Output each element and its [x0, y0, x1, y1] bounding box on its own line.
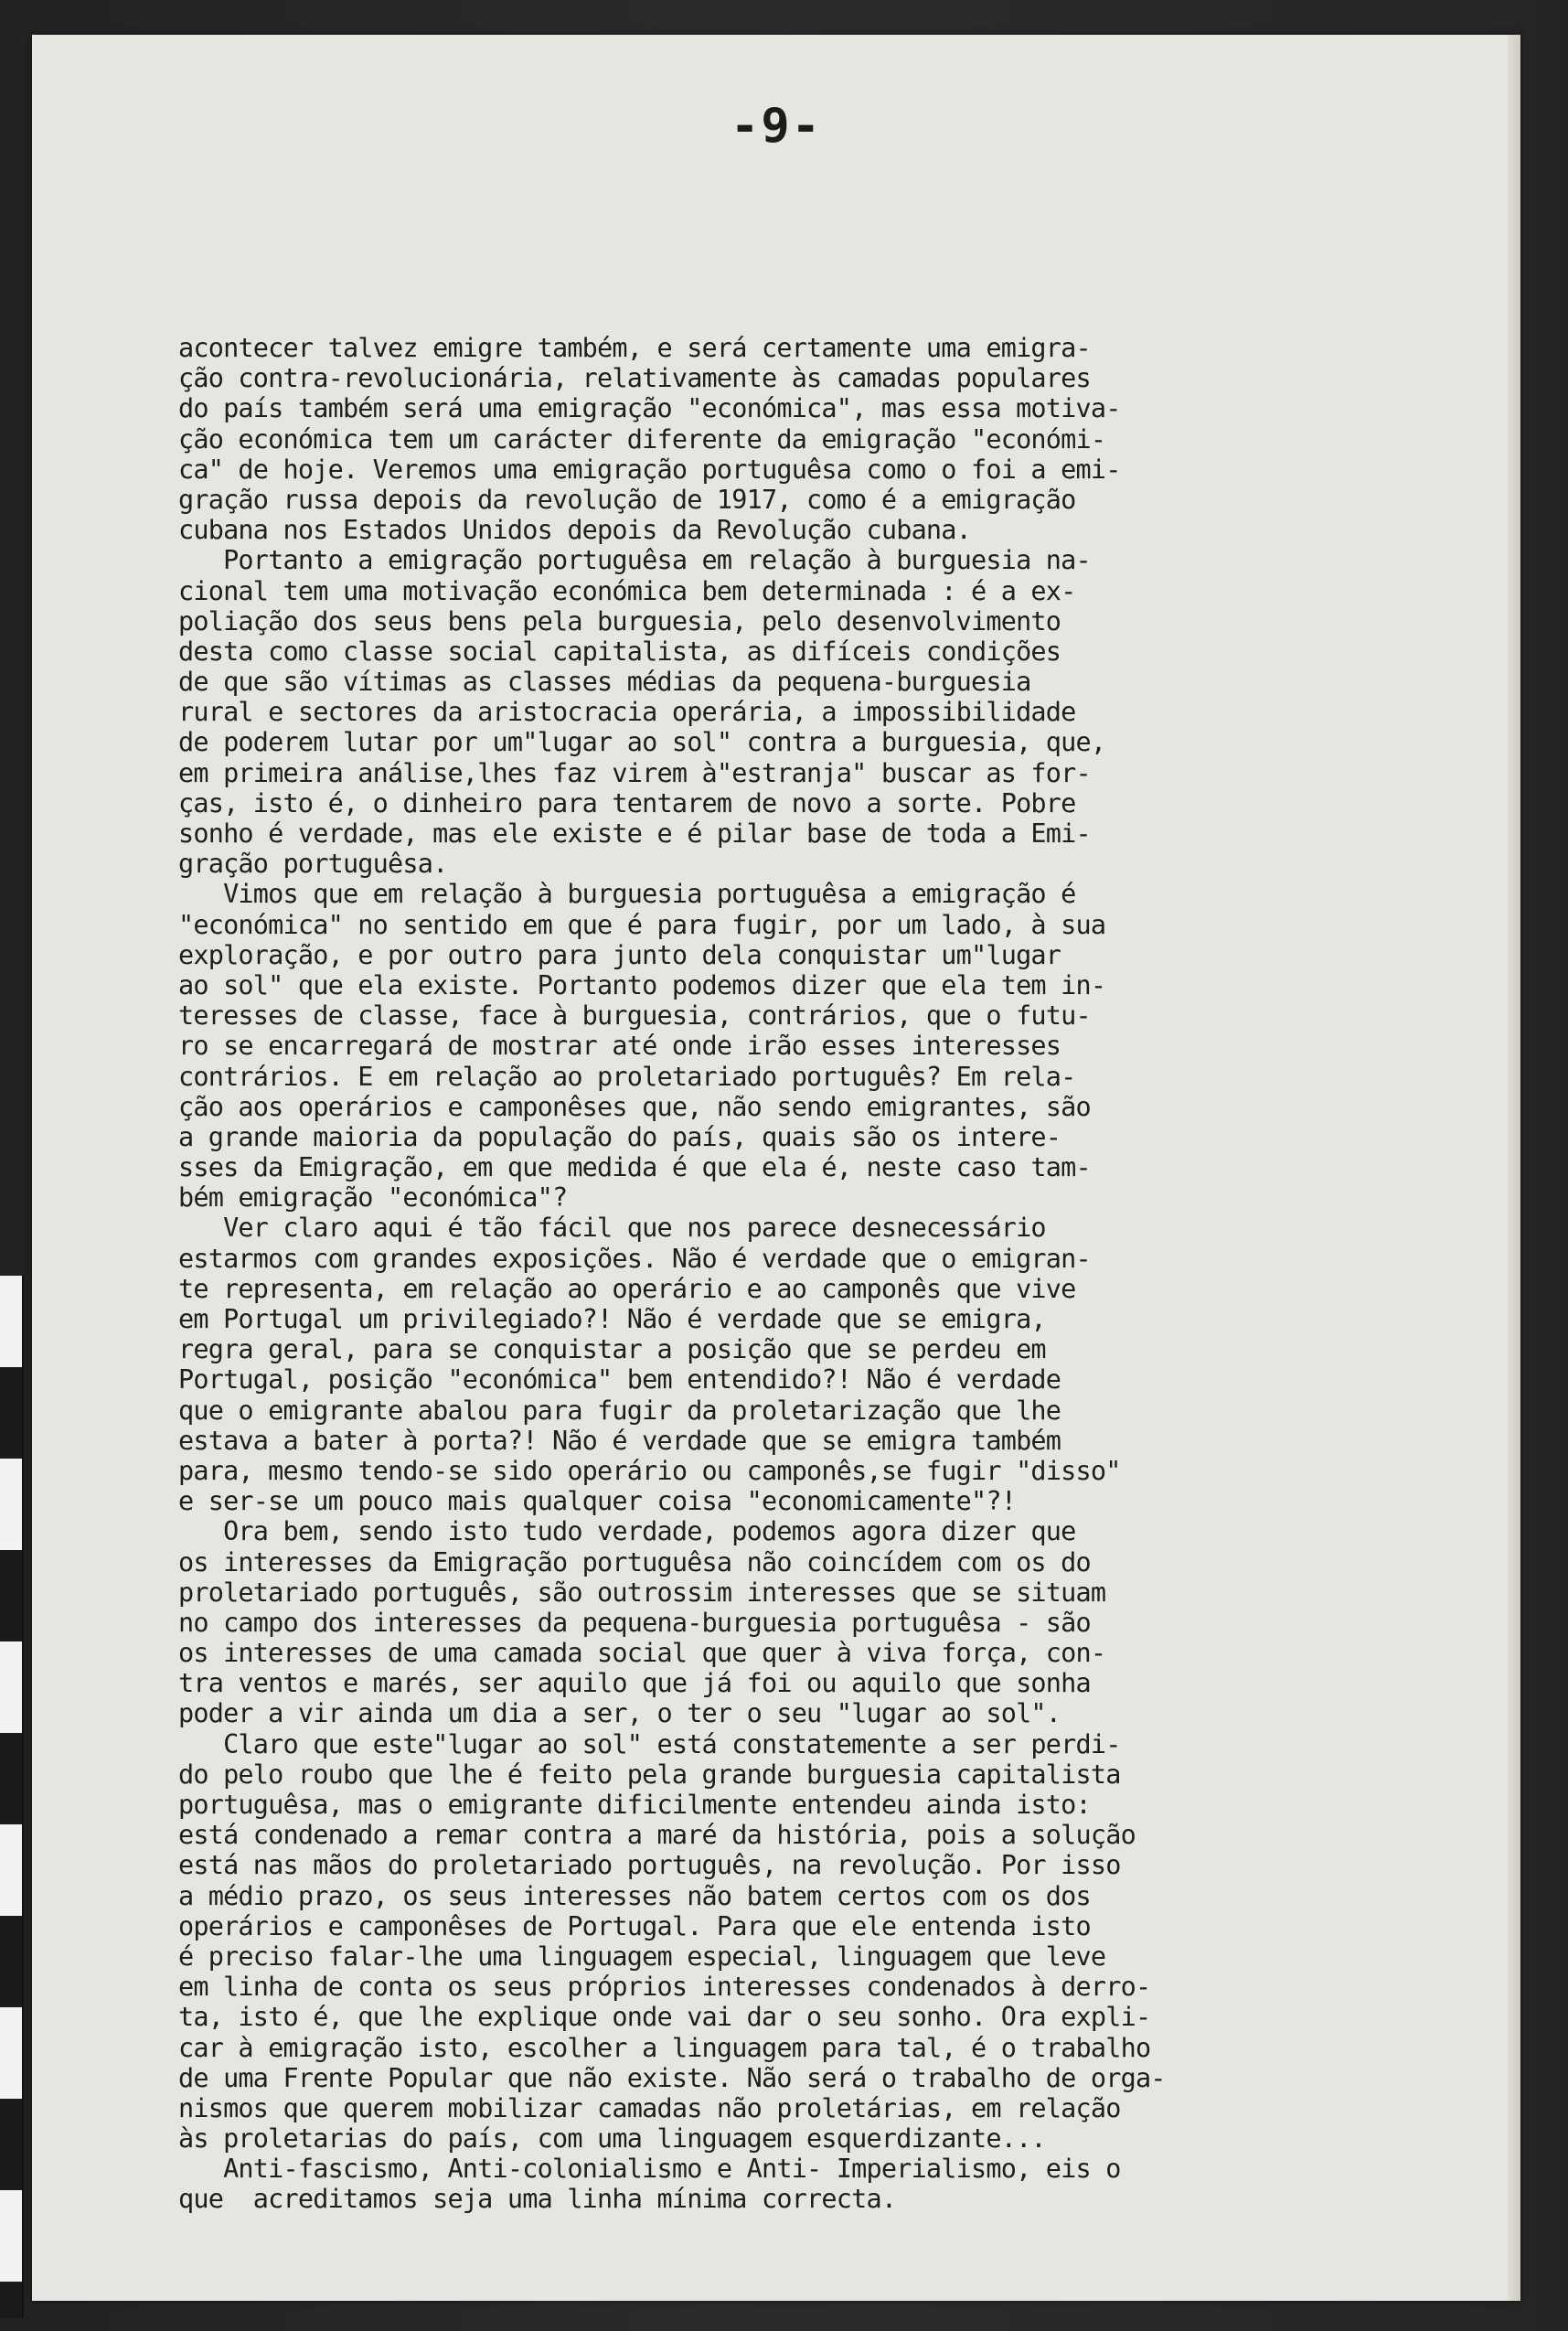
text-line: Portugal, posição "económica" bem entendido?! Não é verdade: [178, 1364, 1061, 1395]
page-number: -9-: [731, 99, 822, 154]
text-line: acontecer talvez emigre também, e será certamente uma emigra-: [178, 333, 1091, 363]
text-line: que o emigrante abalou para fugir da proletarização que lhe: [178, 1395, 1061, 1426]
text-line: no campo dos interesses da pequena-burguesia portuguêsa - são: [178, 1607, 1091, 1638]
text-line: é preciso falar-lhe uma linguagem especial, linguagem que leve: [178, 1941, 1106, 1972]
text-line: Ver claro aqui é tão fácil que nos parece desnecessário: [178, 1213, 1046, 1244]
text-line: ção contra-revolucionária, relativamente às camadas populares: [178, 363, 1091, 394]
text-line: teresses de classe, face à burguesia, contrários, que o futu-: [178, 1000, 1091, 1032]
text-line: sonho é verdade, mas ele existe e é pilar base de toda a Emi-: [178, 818, 1091, 849]
page-edge: [1508, 35, 1520, 2301]
text-line: a médio prazo, os seus interesses não batem certos com os dos: [178, 1880, 1091, 1911]
text-line: te representa, em relação ao operário e ao camponês que vive: [178, 1273, 1076, 1304]
text-line: poliação dos seus bens pela burguesia, pelo desenvolvimento: [178, 605, 1061, 636]
text-line: portuguêsa, mas o emigrante dificilmente entendeu ainda isto:: [178, 1790, 1091, 1820]
text-line: Anti-fascismo, Anti-colonialismo e Anti- Imperialismo, eis o: [178, 2154, 1121, 2185]
text-line: de poderem lutar por um"lugar ao sol" contra a burguesia, que,: [178, 727, 1106, 758]
text-line: em primeira análise,lhes faz virem à"estranja" buscar as for-: [178, 757, 1091, 788]
text-line: de uma Frente Popular que não existe. Não será o trabalho de orga-: [178, 2062, 1166, 2093]
text-line: ca" de hoje. Veremos uma emigração portuguêsa como o foi a emi-: [178, 454, 1121, 485]
text-line: do país também será uma emigração "económica", mas essa motiva-: [178, 393, 1121, 424]
text-line: os interesses da Emigração portuguêsa não coincídem com os do: [178, 1546, 1091, 1577]
text-line: ta, isto é, que lhe explique onde vai dar o seu sonho. Ora expli-: [178, 2002, 1151, 2033]
text-line: em Portugal um privilegiado?! Não é verdade que se emigra,: [178, 1304, 1046, 1334]
text-line: cional tem uma motivação económica bem determinada : é a ex-: [178, 575, 1076, 606]
text-line: a grande maioria da população do país, quais são os intere-: [178, 1121, 1061, 1152]
text-line: regra geral, para se conquistar a posição que se perdeu em: [178, 1334, 1046, 1365]
text-line: do pelo roubo que lhe é feito pela grande burguesia capitalista: [178, 1759, 1121, 1790]
text-line: proletariado português, são outrossim interesses que se situam: [178, 1577, 1106, 1608]
text-line: de que são vítimas as classes médias da pequena-burguesia: [178, 667, 1031, 698]
text-line: rural e sectores da aristocracia operária, a impossibilidade: [178, 697, 1076, 728]
text-line: ção económica tem um carácter diferente da emigração "económi-: [178, 423, 1106, 454]
text-line: para, mesmo tendo-se sido operário ou camponês,se fugir "disso": [178, 1455, 1121, 1486]
text-line: exploração, e por outro para junto dela conquistar um"lugar: [178, 939, 1061, 970]
text-line: car à emigração isto, escolher a linguagem para tal, é o trabalho: [178, 2032, 1151, 2063]
text-line: tra ventos e marés, ser aquilo que já foi ou aquilo que sonha: [178, 1668, 1091, 1699]
text-line: "económica" no sentido em que é para fugir, por um lado, à sua: [178, 909, 1106, 940]
document-page: [32, 35, 1520, 2301]
text-line: poder a vir ainda um dia a ser, o ter o seu "lugar ao sol".: [178, 1698, 1061, 1729]
text-line: em linha de conta os seus próprios interesses condenados à derro-: [178, 1972, 1151, 2003]
text-line: gração portuguêsa.: [178, 849, 448, 880]
text-line: gração russa depois da revolução de 1917, como é a emigração: [178, 484, 1076, 515]
text-line: Portanto a emigração portuguêsa em relação à burguesia na-: [178, 545, 1091, 576]
text-line: bém emigração "económica"?: [178, 1182, 568, 1214]
text-line: e ser-se um pouco mais qualquer coisa "economicamente"?!: [178, 1486, 1017, 1517]
typed-text-body: [178, 333, 1458, 2215]
text-line: ção aos operários e camponêses que, não sendo emigrantes, são: [178, 1091, 1091, 1122]
text-line: sses da Emigração, em que medida é que ela é, neste caso tam-: [178, 1152, 1091, 1183]
text-line: contrários. E em relação ao proletariado português? Em rela-: [178, 1061, 1076, 1092]
text-line: ao sol" que ela existe. Portanto podemos dizer que ela tem in-: [178, 969, 1106, 1000]
text-line: cubana nos Estados Unidos depois da Revolução cubana.: [178, 515, 971, 546]
text-line: desta como classe social capitalista, as difíceis condições: [178, 636, 1061, 667]
scale-ruler: [0, 1276, 24, 2318]
text-line: que acreditamos seja uma linha mínima correcta.: [178, 2184, 897, 2215]
text-line: estarmos com grandes exposições. Não é verdade que o emigran-: [178, 1243, 1091, 1274]
text-line: operários e camponêses de Portugal. Para que ele entenda isto: [178, 1910, 1091, 1941]
text-line: está condenado a remar contra a maré da história, pois a solução: [178, 1820, 1136, 1851]
text-line: os interesses de uma camada social que quer à viva força, con-: [178, 1638, 1106, 1669]
text-line: estava a bater à porta?! Não é verdade que se emigra também: [178, 1425, 1061, 1456]
text-line: nismos que querem mobilizar camadas não proletárias, em relação: [178, 2092, 1121, 2123]
text-line: ro se encarregará de mostrar até onde irão esses interesses: [178, 1031, 1061, 1062]
text-line: Ora bem, sendo isto tudo verdade, podemos agora dizer que: [178, 1516, 1076, 1547]
text-line: ças, isto é, o dinheiro para tentarem de novo a sorte. Pobre: [178, 787, 1076, 818]
text-line: está nas mãos do proletariado português, na revolução. Por isso: [178, 1850, 1121, 1881]
text-line: Claro que este"lugar ao sol" está constatemente a ser perdi-: [178, 1728, 1121, 1759]
text-line: Vimos que em relação à burguesia portuguêsa a emigração é: [178, 879, 1076, 910]
text-line: às proletarias do país, com uma linguagem esquerdizante...: [178, 2123, 1046, 2155]
